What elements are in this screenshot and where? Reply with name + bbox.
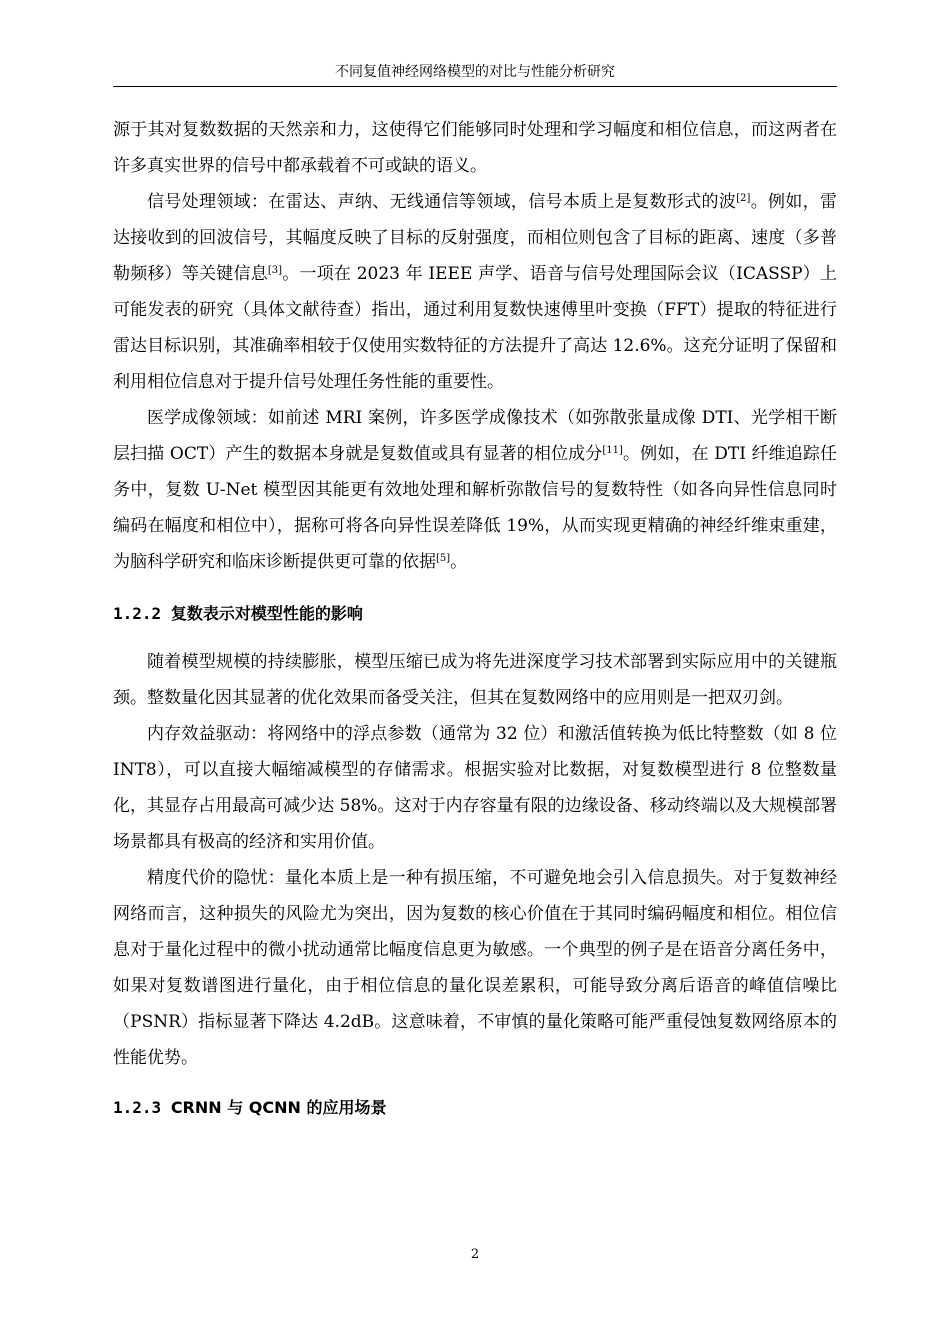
paragraph-text: 。例如，在 DTI 纤维追踪任务中，复数 U-Net 模型因其能更有效地处理和解析弥散信号的复数特性（如各向异性信息同时编码在幅度和相位中），据称可将各向异性误差降低 19%，从而实现更精确的神经纤维束重建，为脑科学研究和临床诊断提供更可靠的依据 — [113, 444, 837, 572]
section-heading-1-2-3 — [113, 1098, 837, 1118]
paragraph-text: 医学成像领域：如前述 MRI 案例，许多医学成像技术（如弥散张量成像 DTI、光学相干断层扫描 OCT）产生的数据本身就是复数值或具有显著的相位成分 — [113, 408, 837, 464]
section-number: 1.2.2 — [113, 604, 162, 623]
citation-ref: [5] — [436, 553, 451, 564]
section-number: 1.2.3 — [113, 1098, 162, 1117]
section-title: 复数表示对模型性能的影响 — [170, 604, 363, 623]
citation-ref: [3] — [267, 265, 283, 276]
page-number: 2 — [470, 1247, 480, 1262]
citation-ref: [11] — [602, 445, 623, 456]
paragraph-model-compression: 随着模型规模的持续膨胀，模型压缩已成为将先进深度学习技术部署到实际应用中的关键瓶颈。整数量化因其显著的优化效果而备受关注，但其在复数网络中的应用则是一把双刃剑。 — [113, 652, 837, 708]
page-body — [113, 112, 837, 1118]
section-heading-1-2-2 — [113, 604, 837, 624]
paragraph-precision-cost: 精度代价的隐忧：量化本质上是一种有损压缩，不可避免地会引入信息损失。对于复数神经网络而言，这种损失的风险尤为突出，因为复数的核心价值在于其同时编码幅度和相位。相位信息对于量化过程中的微小扰动通常比幅度信息更为敏感。一个典型的例子是在语音分离任务中，如果对复数谱图进行量化，由于相位信息的量化误差累积，可能导致分离后语音的峰值信噪比（PSNR）指标显著下降达 4.2dB。这意味着，不审慎的量化策略可能严重侵蚀复数网络原本的性能优势。 — [113, 868, 837, 1068]
paragraph-signal-processing — [113, 184, 837, 400]
paragraph-text: 。例如，雷达接收到的回波信号，其幅度反映了目标的反射强度，而相位则包含了目标的距离、速度（多普勒频移）等关键信息 — [113, 192, 838, 284]
running-header: 不同复值神经网络模型的对比与性能分析研究 — [113, 62, 837, 87]
paragraph-text: 。一项在 2023 年 IEEE 声学、语音与信号处理国际会议（ICASSP）上可能发表的研究（具体文献待查）指出，通过利用复数快速傅里叶变换（FFT）提取的特征进行雷达目标识别，其准确率相较于仅使用实数特征的方法提升了高达 12.6%。这充分证明了保留和利用相位信息对于提升信号处理任务性能的重要性。 — [113, 264, 837, 392]
paragraph-text: 。 — [450, 552, 468, 572]
citation-ref: [2] — [736, 193, 751, 204]
paragraph-continuation: 源于其对复数数据的天然亲和力，这使得它们能够同时处理和学习幅度和相位信息，而这两者在许多真实世界的信号中都承载着不可或缺的语义。 — [113, 120, 837, 176]
paragraph-medical-imaging — [113, 400, 837, 580]
section-title: CRNN 与 QCNN 的应用场景 — [170, 1098, 387, 1117]
paragraph-memory-efficiency: 内存效益驱动：将网络中的浮点参数（通常为 32 位）和激活值转换为低比特整数（如 8 位 INT8），可以直接大幅缩减模型的存储需求。根据实验对比数据，对复数模型进行 8 位整数量化，其显存占用最高可减少达 58%。这对于内存容量有限的边缘设备、移动终端以及大规模部署场景都具有极高的经济和实用价值。 — [113, 724, 837, 852]
paragraph-text: 信号处理领域：在雷达、声纳、无线通信等领域，信号本质上是复数形式的波 — [147, 192, 737, 212]
